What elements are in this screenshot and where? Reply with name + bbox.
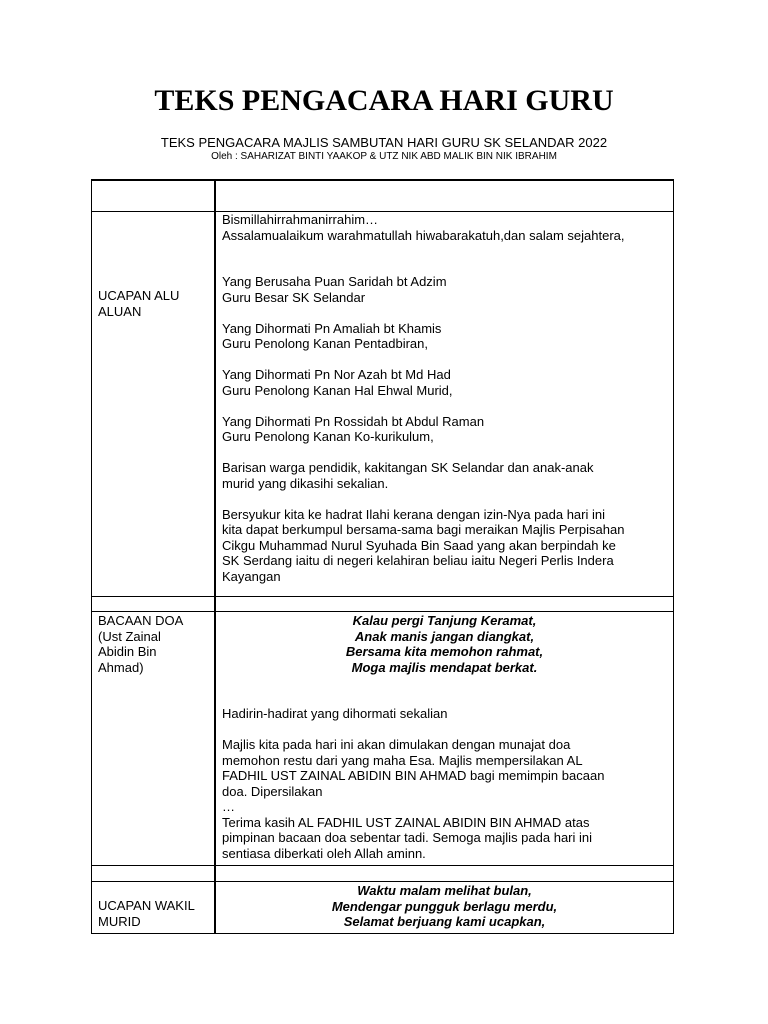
table-row-divider [91,596,674,597]
pantun-ucapan-wakil-murid: Waktu malam melihat bulan, Mendengar pungguk berlagu merdu, Selamat berjuang kami ucapkan, [331,883,558,929]
document-title: TEKS PENGACARA HARI GURU [154,84,614,117]
document-byline: Oleh : SAHARIZAT BINTI YAAKOP & UTZ NIK ABD MALIK BIN NIK IBRAHIM [211,151,557,162]
table-row-divider [91,881,674,882]
section-label-bacaan-doa: BACAAN DOA (Ust Zainal Abidin Bin Ahmad) [98,613,184,675]
table-border-right [673,179,674,934]
pantun-bacaan-doa: Kalau pergi Tanjung Keramat, Anak manis jangan diangkat, Bersama kita memohon rahmat, Moga majlis mendapat berkat. [345,613,544,675]
table-row-divider [91,611,674,612]
table-row-divider [91,865,674,866]
section-label-ucapan-wakil-murid: UCAPAN WAKIL MURID [98,898,195,929]
table-column-divider [214,179,216,934]
document-subtitle: TEKS PENGACARA MAJLIS SAMBUTAN HARI GURU SK SELANDAR 2022 [160,135,608,150]
program-table [91,179,674,934]
section-text-bacaan-doa: Kalau pergi Tanjung Keramat, Anak manis jangan diangkat, Bersama kita memohon rahmat, Moga majlis mendapat berkat. Hadirin-hadirat yang dihormati sekalian Majlis kita pada hari ini akan dimulakan dengan munajat doa memohon restu dari yang maha Esa. Majlis mempersilakan AL FADHIL UST ZAINAL ABIDIN BIN AHMAD bagi memimpin bacaan doa. Dipersilakan … Terima kasih AL FADHIL UST ZAINAL ABIDIN BIN AHMAD atas pimpinan bacaan doa sebentar tadi. Semoga majlis pada hari ini sentiasa diberkati oleh Allah aminn. [222,613,667,861]
table-border-top [91,179,674,181]
table-border-bottom [91,933,674,934]
section-text-ucapan-alu-aluan: Bismillahirrahmanirrahim… Assalamualaikum warahmatullah hiwabarakatuh,dan salam sejahtera, Yang Berusaha Puan Saridah bt Adzim Guru Besar SK Selandar Yang Dihormati Pn Amaliah bt Khamis Guru Penolong Kanan Pentadbiran, Yang Dihormati Pn Nor Azah bt Md Had Guru Penolong Kanan Hal Ehwal Murid, Yang Dihormati Pn Rossidah bt Abdul Raman Guru Penolong Kanan Ko-kurikulum, Barisan warga pendidik, kakitangan SK Selandar dan anak-anak murid yang dikasihi sekalian. Bersyukur kita ke hadrat Ilahi kerana dengan izin-Nya pada hari ini kita dapat berkumpul bersama-sama bagi meraikan Majlis Perpisahan Cikgu Muhammad Nurul Syuhada Bin Saad yang akan berpindah ke SK Serdang iaitu di negeri kelahiran beliau iaitu Negeri Perlis Indera Kayangan [222,212,625,584]
section-label-ucapan-alu-aluan: UCAPAN ALU ALUAN [98,288,180,319]
table-border-left [91,179,92,934]
